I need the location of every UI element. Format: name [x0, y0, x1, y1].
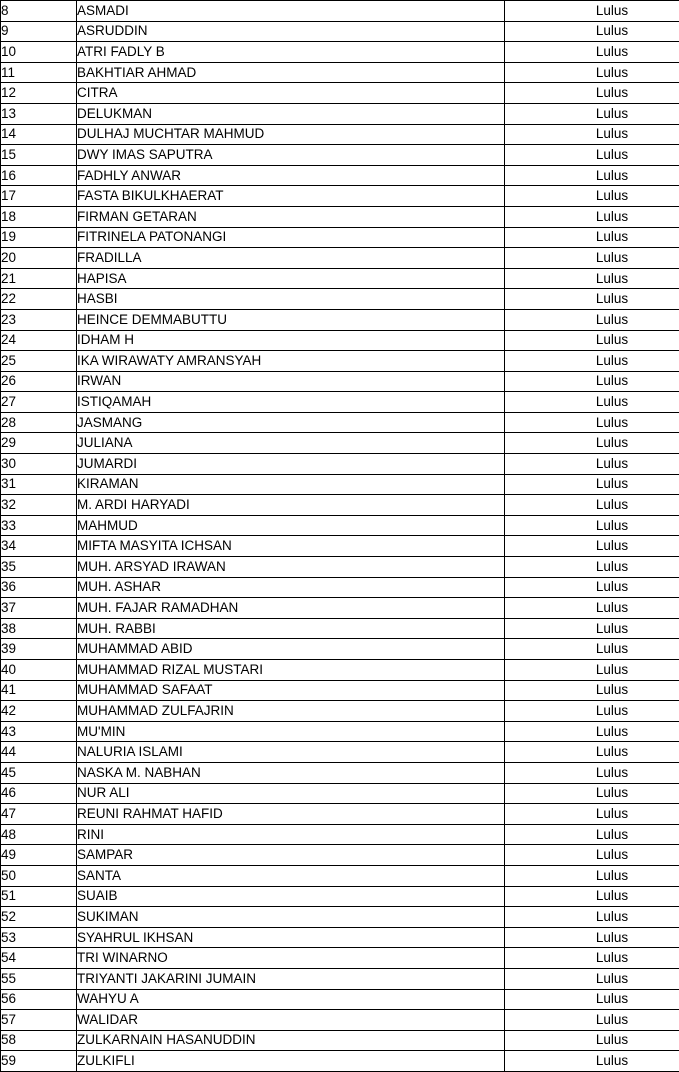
- table-row: [1, 145, 679, 166]
- participant-name-cell: SAMPAR: [77, 845, 505, 866]
- row-number-cell: 42: [1, 701, 77, 722]
- participant-name-cell: FASTA BIKULKHAERAT: [77, 186, 505, 207]
- row-number-cell: 10: [1, 42, 77, 63]
- status-cell: Lulus: [505, 577, 679, 598]
- participant-name-cell: IKA WIRAWATY AMRANSYAH: [77, 351, 505, 372]
- participant-name-cell: MU'MIN: [77, 721, 505, 742]
- row-number-cell: 53: [1, 927, 77, 948]
- participant-name-cell: ZULKARNAIN HASANUDDIN: [77, 1030, 505, 1051]
- table-row: [1, 351, 679, 372]
- status-cell: Lulus: [505, 989, 679, 1010]
- row-number-cell: 58: [1, 1030, 77, 1051]
- status-cell: Lulus: [505, 783, 679, 804]
- status-cell: Lulus: [505, 268, 679, 289]
- table-row: [1, 165, 679, 186]
- row-number-cell: 31: [1, 474, 77, 495]
- table-row: [1, 865, 679, 886]
- table-row: [1, 371, 679, 392]
- status-cell: Lulus: [505, 907, 679, 928]
- table-row: [1, 21, 679, 42]
- participant-name-cell: MUHAMMAD ZULFAJRIN: [77, 701, 505, 722]
- row-number-cell: 52: [1, 907, 77, 928]
- table-row: [1, 742, 679, 763]
- row-number-cell: 37: [1, 598, 77, 619]
- status-cell: Lulus: [505, 62, 679, 83]
- table-row: [1, 824, 679, 845]
- status-cell: Lulus: [505, 289, 679, 310]
- row-number-cell: 9: [1, 21, 77, 42]
- participant-name-cell: SUKIMAN: [77, 907, 505, 928]
- row-number-cell: 20: [1, 248, 77, 269]
- table-row: [1, 454, 679, 475]
- status-cell: Lulus: [505, 495, 679, 516]
- table-row: [1, 1010, 679, 1031]
- participant-name-cell: NALURIA ISLAMI: [77, 742, 505, 763]
- participant-name-cell: SUAIB: [77, 886, 505, 907]
- row-number-cell: 23: [1, 309, 77, 330]
- status-cell: Lulus: [505, 968, 679, 989]
- table-row: [1, 309, 679, 330]
- participant-name-cell: ATRI FADLY B: [77, 42, 505, 63]
- row-number-cell: 30: [1, 454, 77, 475]
- participant-name-cell: MUH. FAJAR RAMADHAN: [77, 598, 505, 619]
- row-number-cell: 50: [1, 865, 77, 886]
- participant-name-cell: FRADILLA: [77, 248, 505, 269]
- status-cell: Lulus: [505, 865, 679, 886]
- results-table-body: [1, 1, 679, 1072]
- table-row: [1, 515, 679, 536]
- participant-name-cell: WALIDAR: [77, 1010, 505, 1031]
- status-cell: Lulus: [505, 433, 679, 454]
- table-row: [1, 968, 679, 989]
- participant-name-cell: ASRUDDIN: [77, 21, 505, 42]
- table-row: [1, 474, 679, 495]
- table-row: [1, 639, 679, 660]
- participant-name-cell: IDHAM H: [77, 330, 505, 351]
- participant-name-cell: HASBI: [77, 289, 505, 310]
- participant-name-cell: DWY IMAS SAPUTRA: [77, 145, 505, 166]
- row-number-cell: 19: [1, 227, 77, 248]
- row-number-cell: 35: [1, 557, 77, 578]
- status-cell: Lulus: [505, 948, 679, 969]
- row-number-cell: 51: [1, 886, 77, 907]
- table-row: [1, 1051, 679, 1072]
- status-cell: Lulus: [505, 309, 679, 330]
- row-number-cell: 13: [1, 103, 77, 124]
- row-number-cell: 25: [1, 351, 77, 372]
- row-number-cell: 57: [1, 1010, 77, 1031]
- table-row: [1, 268, 679, 289]
- participant-name-cell: HEINCE DEMMABUTTU: [77, 309, 505, 330]
- table-row: [1, 412, 679, 433]
- row-number-cell: 11: [1, 62, 77, 83]
- participant-name-cell: M. ARDI HARYADI: [77, 495, 505, 516]
- table-row: [1, 948, 679, 969]
- row-number-cell: 14: [1, 124, 77, 145]
- status-cell: Lulus: [505, 21, 679, 42]
- participant-name-cell: HAPISA: [77, 268, 505, 289]
- status-cell: Lulus: [505, 103, 679, 124]
- row-number-cell: 39: [1, 639, 77, 660]
- row-number-cell: 48: [1, 824, 77, 845]
- row-number-cell: 56: [1, 989, 77, 1010]
- row-number-cell: 47: [1, 804, 77, 825]
- participant-name-cell: SYAHRUL IKHSAN: [77, 927, 505, 948]
- status-cell: Lulus: [505, 721, 679, 742]
- participant-name-cell: RINI: [77, 824, 505, 845]
- status-cell: Lulus: [505, 680, 679, 701]
- table-row: [1, 618, 679, 639]
- participant-name-cell: MUHAMMAD RIZAL MUSTARI: [77, 660, 505, 681]
- row-number-cell: 28: [1, 412, 77, 433]
- status-cell: Lulus: [505, 927, 679, 948]
- status-cell: Lulus: [505, 845, 679, 866]
- status-cell: Lulus: [505, 330, 679, 351]
- row-number-cell: 45: [1, 762, 77, 783]
- row-number-cell: 12: [1, 83, 77, 104]
- table-row: [1, 330, 679, 351]
- status-cell: Lulus: [505, 660, 679, 681]
- status-cell: Lulus: [505, 474, 679, 495]
- table-row: [1, 660, 679, 681]
- row-number-cell: 27: [1, 392, 77, 413]
- row-number-cell: 15: [1, 145, 77, 166]
- table-row: [1, 289, 679, 310]
- status-cell: Lulus: [505, 206, 679, 227]
- row-number-cell: 49: [1, 845, 77, 866]
- table-row: [1, 701, 679, 722]
- table-row: [1, 392, 679, 413]
- table-row: [1, 83, 679, 104]
- row-number-cell: 36: [1, 577, 77, 598]
- participant-name-cell: JUMARDI: [77, 454, 505, 475]
- row-number-cell: 33: [1, 515, 77, 536]
- row-number-cell: 46: [1, 783, 77, 804]
- table-row: [1, 206, 679, 227]
- table-row: [1, 577, 679, 598]
- participant-name-cell: FIRMAN GETARAN: [77, 206, 505, 227]
- table-row: [1, 1030, 679, 1051]
- table-row: [1, 103, 679, 124]
- participant-name-cell: TRIYANTI JAKARINI JUMAIN: [77, 968, 505, 989]
- row-number-cell: 16: [1, 165, 77, 186]
- participant-name-cell: MUHAMMAD SAFAAT: [77, 680, 505, 701]
- participant-name-cell: CITRA: [77, 83, 505, 104]
- row-number-cell: 17: [1, 186, 77, 207]
- participant-name-cell: SANTA: [77, 865, 505, 886]
- participant-name-cell: KIRAMAN: [77, 474, 505, 495]
- table-row: [1, 433, 679, 454]
- table-row: [1, 762, 679, 783]
- row-number-cell: 55: [1, 968, 77, 989]
- row-number-cell: 54: [1, 948, 77, 969]
- status-cell: Lulus: [505, 598, 679, 619]
- status-cell: Lulus: [505, 1, 679, 22]
- table-row: [1, 62, 679, 83]
- participant-name-cell: TRI WINARNO: [77, 948, 505, 969]
- status-cell: Lulus: [505, 762, 679, 783]
- table-row: [1, 783, 679, 804]
- row-number-cell: 38: [1, 618, 77, 639]
- participant-name-cell: ISTIQAMAH: [77, 392, 505, 413]
- status-cell: Lulus: [505, 454, 679, 475]
- participant-name-cell: MUHAMMAD ABID: [77, 639, 505, 660]
- status-cell: Lulus: [505, 742, 679, 763]
- status-cell: Lulus: [505, 1051, 679, 1072]
- status-cell: Lulus: [505, 412, 679, 433]
- table-row: [1, 886, 679, 907]
- row-number-cell: 24: [1, 330, 77, 351]
- table-row: [1, 248, 679, 269]
- participant-name-cell: JULIANA: [77, 433, 505, 454]
- table-row: [1, 124, 679, 145]
- row-number-cell: 40: [1, 660, 77, 681]
- status-cell: Lulus: [505, 165, 679, 186]
- status-cell: Lulus: [505, 371, 679, 392]
- table-row: [1, 536, 679, 557]
- participant-name-cell: DELUKMAN: [77, 103, 505, 124]
- participant-name-cell: ASMADI: [77, 1, 505, 22]
- status-cell: Lulus: [505, 227, 679, 248]
- table-row: [1, 557, 679, 578]
- status-cell: Lulus: [505, 618, 679, 639]
- table-row: [1, 495, 679, 516]
- status-cell: Lulus: [505, 639, 679, 660]
- participant-name-cell: MUH. RABBI: [77, 618, 505, 639]
- row-number-cell: 43: [1, 721, 77, 742]
- participant-name-cell: NASKA M. NABHAN: [77, 762, 505, 783]
- status-cell: Lulus: [505, 557, 679, 578]
- participant-name-cell: FADHLY ANWAR: [77, 165, 505, 186]
- status-cell: Lulus: [505, 1010, 679, 1031]
- table-row: [1, 227, 679, 248]
- table-row: [1, 989, 679, 1010]
- status-cell: Lulus: [505, 804, 679, 825]
- table-row: [1, 804, 679, 825]
- table-row: [1, 680, 679, 701]
- row-number-cell: 59: [1, 1051, 77, 1072]
- status-cell: Lulus: [505, 124, 679, 145]
- participant-name-cell: ZULKIFLI: [77, 1051, 505, 1072]
- participant-name-cell: MIFTA MASYITA ICHSAN: [77, 536, 505, 557]
- status-cell: Lulus: [505, 536, 679, 557]
- table-row: [1, 721, 679, 742]
- status-cell: Lulus: [505, 42, 679, 63]
- row-number-cell: 29: [1, 433, 77, 454]
- row-number-cell: 34: [1, 536, 77, 557]
- table-row: [1, 1, 679, 22]
- participant-name-cell: DULHAJ MUCHTAR MAHMUD: [77, 124, 505, 145]
- status-cell: Lulus: [505, 392, 679, 413]
- participant-name-cell: IRWAN: [77, 371, 505, 392]
- participant-name-cell: FITRINELA PATONANGI: [77, 227, 505, 248]
- status-cell: Lulus: [505, 83, 679, 104]
- status-cell: Lulus: [505, 145, 679, 166]
- participant-name-cell: WAHYU A: [77, 989, 505, 1010]
- row-number-cell: 32: [1, 495, 77, 516]
- status-cell: Lulus: [505, 701, 679, 722]
- table-row: [1, 907, 679, 928]
- row-number-cell: 8: [1, 1, 77, 22]
- participant-name-cell: MAHMUD: [77, 515, 505, 536]
- status-cell: Lulus: [505, 1030, 679, 1051]
- status-cell: Lulus: [505, 248, 679, 269]
- status-cell: Lulus: [505, 351, 679, 372]
- row-number-cell: 41: [1, 680, 77, 701]
- participant-name-cell: REUNI RAHMAT HAFID: [77, 804, 505, 825]
- participant-name-cell: JASMANG: [77, 412, 505, 433]
- status-cell: Lulus: [505, 886, 679, 907]
- participant-name-cell: BAKHTIAR AHMAD: [77, 62, 505, 83]
- row-number-cell: 44: [1, 742, 77, 763]
- row-number-cell: 26: [1, 371, 77, 392]
- table-row: [1, 927, 679, 948]
- status-cell: Lulus: [505, 186, 679, 207]
- row-number-cell: 21: [1, 268, 77, 289]
- row-number-cell: 18: [1, 206, 77, 227]
- row-number-cell: 22: [1, 289, 77, 310]
- status-cell: Lulus: [505, 515, 679, 536]
- participant-name-cell: MUH. ARSYAD IRAWAN: [77, 557, 505, 578]
- participant-name-cell: NUR ALI: [77, 783, 505, 804]
- table-row: [1, 42, 679, 63]
- participant-name-cell: MUH. ASHAR: [77, 577, 505, 598]
- table-row: [1, 186, 679, 207]
- table-row: [1, 845, 679, 866]
- status-cell: Lulus: [505, 824, 679, 845]
- table-row: [1, 598, 679, 619]
